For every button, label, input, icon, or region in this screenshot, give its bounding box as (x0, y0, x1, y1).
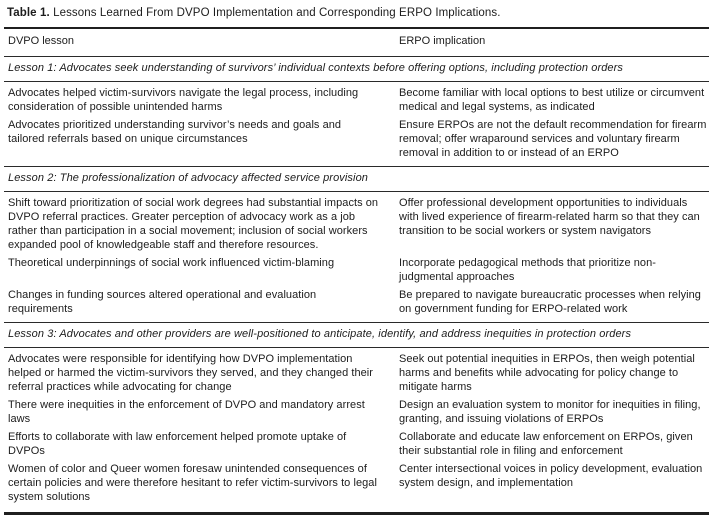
erpo-implication-cell: Be prepared to navigate bureaucratic processes when relying on government funding for ERPO-related work (399, 289, 701, 315)
dvpo-lesson-cell: Changes in funding sources altered operational and evaluation requirements (8, 289, 317, 315)
dvpo-lesson-cell: Advocates were responsible for identifying how DVPO implementation helped or harmed the victim-survivors they served, and they changed their referral practices while advocating for change (8, 353, 374, 393)
table-title (4, 5, 709, 27)
column-header-erpo-implication: ERPO implication (399, 35, 486, 47)
dvpo-lesson-cell: There were inequities in the enforcement of DVPO and mandatory arrest laws (8, 399, 365, 425)
dvpo-lesson-cell: Shift toward prioritization of social work degrees had substantial impacts on DVPO referral practices. Greater perception of advocacy work as a job rather than participation in a social movement; inclusion of social workers expanded pool of knowledgeable staff and therefore resources. (8, 197, 379, 251)
erpo-implication-cell: Become familiar with local options to best utilize or circumvent medical and legal systems, as indicated (399, 87, 705, 113)
erpo-implication-cell: Collaborate and educate law enforcement on ERPOs, given their substantial role in filing and enforcement (399, 431, 693, 457)
table-title-text: Lessons Learned From DVPO Implementation and Corresponding ERPO Implications. (53, 7, 501, 19)
erpo-implication-cell: Center intersectional voices in policy development, evaluation system design, and implementation (399, 463, 703, 489)
section-heading-lesson-2: Lesson 2: The professionalization of advocacy affected service provision (8, 172, 369, 184)
erpo-implication-cell: Incorporate pedagogical methods that prioritize non-judgmental approaches (399, 257, 656, 283)
dvpo-lesson-cell: Advocates prioritized understanding survivor’s needs and goals and tailored referrals based on unique circumstances (8, 119, 342, 145)
erpo-implication-cell: Ensure ERPOs are not the default recommendation for firearm removal; offer wraparound services and voluntary firearm removal in addition to or instead of an ERPO (399, 119, 707, 159)
dvpo-lesson-cell: Women of color and Queer women foresaw unintended consequences of certain policies and were therefore hesitant to refer victim-survivors to legal system solutions (8, 463, 377, 503)
table-number-label: Table 1. (7, 7, 50, 19)
section-heading-lesson-1: Lesson 1: Advocates seek understanding of survivors’ individual contexts before offering options, including protection orders (8, 62, 624, 74)
section-1-rows (4, 82, 709, 166)
dvpo-lesson-cell: Theoretical underpinnings of social work influenced victim-blaming (8, 257, 335, 269)
section-heading-lesson-3: Lesson 3: Advocates and other providers are well-positioned to anticipate, identify, and address inequities in protection orders (8, 328, 632, 340)
column-header-dvpo-lesson: DVPO lesson (8, 35, 75, 47)
erpo-implication-cell: Offer professional development opportunities to individuals with lived experience of firearm-related harm so that they can transition to be social workers or system navigators (399, 197, 700, 237)
erpo-implication-cell: Design an evaluation system to monitor for inequities in filing, granting, and issuing violations of ERPOs (399, 399, 701, 425)
dvpo-lesson-cell: Efforts to collaborate with law enforcement helped promote uptake of DVPOs (8, 431, 347, 457)
dvpo-lesson-cell: Advocates helped victim-survivors navigate the legal process, including consideration of possible unintended harms (8, 87, 359, 113)
section-2-rows (4, 192, 709, 322)
section-3-rows (4, 348, 709, 510)
bottom-double-rule (4, 512, 709, 515)
erpo-implication-cell: Seek out potential inequities in ERPOs, then weigh potential harms and benefits while advocating for policy change to mitigate harms (399, 353, 695, 393)
column-header-row (4, 29, 709, 56)
